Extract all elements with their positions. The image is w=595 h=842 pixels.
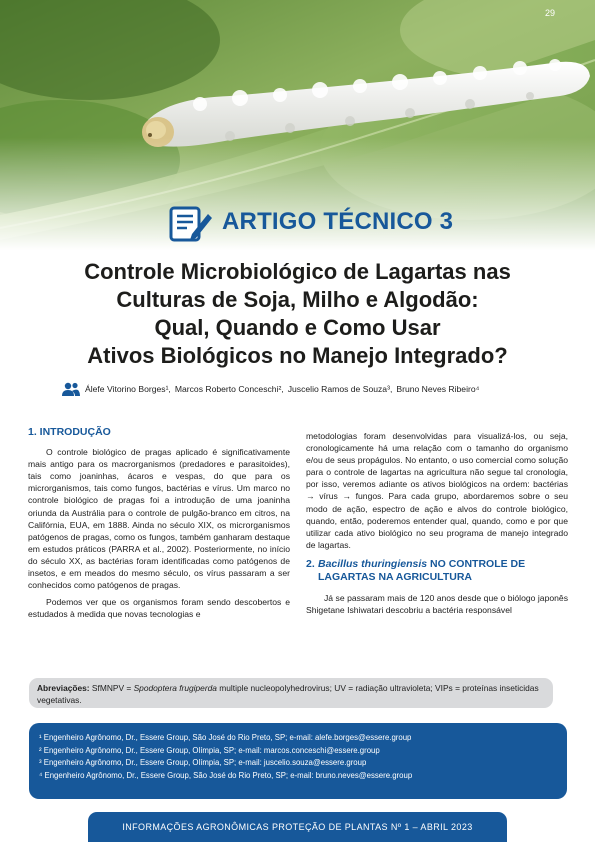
authors-line — [62, 380, 562, 398]
heading-text: NO CONTROLE DE — [427, 557, 526, 570]
body-paragraph: metodologias foram desenvolvidas para visualizá-los, ou seja, cronologicamente há uma relação com o tamanho do organismo e/ou de seus propágulos. No entanto, o uso comercial como solução para o controle de lagartas na agricultura não segue tal cronologia, por isso, veremos adiante os ativos biológicos na ordem: bactérias → vírus → fungos. Para cada grupo, abordaremos sobre o seu modo de ação, espectro de ação e alvos do controle biológico, quando, então, poderemos entender qual, quando, como e por que utilizar cada ativo biológico no seu programa de manejo integrado de lagartas. — [306, 431, 568, 550]
title-line: Ativos Biológicos no Manejo Integrado? — [87, 343, 508, 368]
abbreviations-text: multiple nucleopolyhedrovirus; UV = radiação ultravioleta; VIPs = proteínas inseticidas vegetativas. — [37, 683, 539, 705]
page-footer: INFORMAÇÕES AGRONÔMICAS PROTEÇÃO DE PLANTAS Nº 1 – ABRIL 2023 — [88, 812, 507, 842]
affiliation-line: ³ Engenheiro Agrônomo, Dr., Essere Group, Olímpia, SP; e-mail: juscelio.souza@essere.group — [39, 758, 367, 768]
heading-species: Bacillus thuringiensis — [318, 557, 428, 570]
article-title — [30, 258, 565, 370]
author-name: Juscelio Ramos de Souza³, — [287, 384, 393, 394]
title-line: Controle Microbiológico de Lagartas nas — [84, 259, 511, 284]
document-pen-icon — [168, 200, 214, 244]
title-line: Culturas de Soja, Milho e Algodão: — [116, 287, 479, 312]
section-heading: 1. INTRODUÇÃO — [28, 426, 111, 438]
affiliation-line: ² Engenheiro Agrônomo, Dr., Essere Group, Olímpia, SP; e-mail: marcos.conceschi@essere.group — [39, 745, 380, 755]
section-header — [168, 199, 453, 245]
title-line: Qual, Quando e Como Usar — [154, 315, 441, 340]
left-column — [28, 426, 290, 620]
affiliations-box — [29, 723, 567, 799]
heading-text-line2: LAGARTAS NA AGRICULTURA — [318, 570, 472, 583]
section-label: ARTIGO TÉCNICO 3 — [222, 208, 454, 235]
abbreviations-label: Abreviações: — [37, 683, 90, 693]
right-column — [306, 430, 568, 616]
body-paragraph: Podemos ver que os organismos foram sendo descobertos e estudados à medida que novas tecnologias e — [28, 597, 290, 620]
abbreviations-box — [29, 678, 553, 708]
page-number: 29 — [545, 8, 556, 18]
body-paragraph: Já se passaram mais de 120 anos desde que o biólogo japonês Shigetane Ishiwatari descobriu a bactéria responsável — [306, 592, 568, 616]
author-name: Bruno Neves Ribeiro⁴ — [396, 384, 480, 394]
author-name: Marcos Roberto Conceschi², — [174, 384, 284, 394]
affiliation-line: ⁴ Engenheiro Agrônomo, Dr., Essere Group, São José do Rio Preto, SP; e-mail: bruno.neves@essere.group — [39, 770, 413, 780]
affiliation-line: ¹ Engenheiro Agrônomo, Dr., Essere Group, São José do Rio Preto, SP; e-mail: alefe.borges@essere.group — [39, 733, 412, 742]
abbreviations-text: SfMNPV = — [89, 683, 134, 693]
author-name: Álefe Vitorino Borges¹, — [85, 384, 171, 394]
body-paragraph: O controle biológico de pragas aplicado é significativamente mais antigo para os macrorganismos (predadores e parasitoides), tais como joaninhas, ácaros e vespas, do que para os microrganismos, tais como fungos, bactérias e vírus. Um marco no controle biológico de pragas foi a introdução de uma joaninha oriunda da Austrália para o controle de pulgão-branco em citros, na Califórnia, EUA, em 1888. Ainda no século XIX, os microrganismos patógenos de pragas, como os fungos, também ganharam destaque em estudos práticos (PARRA et al., 2002). Posteriormente, no início do século XX, as bactérias foram identificadas como patógenos de insetos, e em meados do mesmo século, os vírus passaram a ser conhecidos como patógenos de pragas. — [28, 447, 290, 591]
heading-number: 2. — [306, 557, 315, 570]
section-heading — [306, 558, 568, 584]
people-icon — [62, 382, 80, 396]
abbreviations-species: Spodoptera frugiperda — [133, 683, 217, 693]
